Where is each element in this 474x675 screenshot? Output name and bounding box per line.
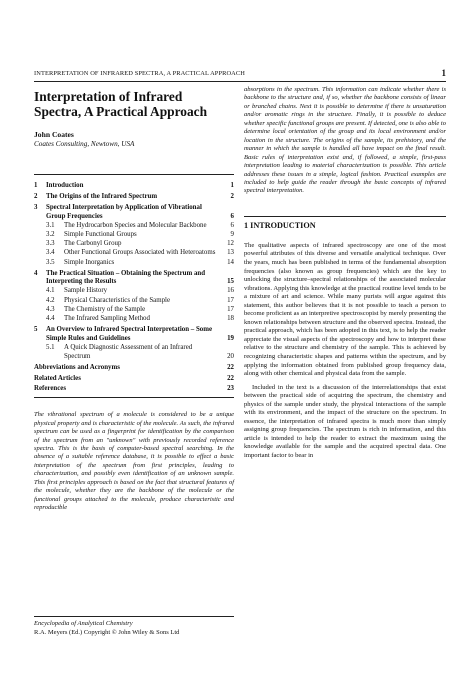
abstract-text-part-1: The vibrational spectrum of a molecule is considered to be a unique physical property and is characteristic of the molecule. As such, the infrared spectrum can be used as a fingerprint for identification by the comparison of the spectrum from an "unknown" with previously recorded reference spectra. This is the basis of computer-based spectral searching. In the absence of a suitable reference database, it is possible to effect a basic interpretation of the spectrum from first principles, leading to characterization, and possibly even identification of an unknown sample. This first principles approach is based on the fact that structural features of the molecule, whether they are the backbone of the molecule or the functional groups attached to the molecule, produce characteristic and reproducible bbox=[34, 411, 234, 512]
toc-entry[interactable] bbox=[34, 364, 234, 373]
toc-entry[interactable] bbox=[34, 375, 234, 384]
toc-entry-label: Spectral Interpretation by Application of Vibrational Group Frequencies bbox=[46, 203, 202, 220]
toc-entry-number: 4 bbox=[34, 269, 38, 277]
toc-entry-page: 18 bbox=[227, 315, 234, 323]
toc-entry[interactable] bbox=[34, 222, 234, 231]
toc-entry[interactable] bbox=[34, 287, 234, 296]
article-title-line-2: Spectra, A Practical Approach bbox=[34, 104, 208, 119]
toc-entry[interactable] bbox=[34, 385, 234, 394]
toc-entry-page: 17 bbox=[227, 305, 234, 313]
toc-entry-label: Sample History bbox=[64, 287, 108, 295]
author-name: John Coates bbox=[34, 130, 74, 139]
toc-entry[interactable] bbox=[34, 270, 234, 288]
toc-entry-label: The Chemistry of the Sample bbox=[64, 305, 146, 313]
toc-entry-page: 20 bbox=[227, 352, 234, 360]
toc-entry-label: Related Articles bbox=[34, 374, 81, 382]
toc-entry-number: 3.4 bbox=[46, 249, 55, 257]
toc-entry-page: 17 bbox=[227, 296, 234, 304]
toc-entry[interactable] bbox=[34, 315, 234, 324]
toc-entry-number: 4.3 bbox=[46, 305, 55, 313]
toc-entry-number: 3.2 bbox=[46, 231, 55, 239]
toc-entry-number: 4.2 bbox=[46, 296, 55, 304]
toc-entry-number: 4.4 bbox=[46, 315, 55, 323]
toc-entry-page: 2 bbox=[230, 192, 234, 200]
section-heading-introduction: 1 INTRODUCTION bbox=[244, 216, 446, 230]
toc-entry[interactable] bbox=[34, 259, 234, 268]
toc-entry-label: The Hydrocarbon Species and Molecular Backbone bbox=[64, 221, 207, 229]
toc-entry-page: 12 bbox=[227, 240, 234, 248]
toc-entry-label: Other Functional Groups Associated with Heteroatoms bbox=[64, 249, 216, 257]
journal-name: Encyclopedia of Analytical Chemistry bbox=[34, 620, 133, 627]
toc-entry-number: 2 bbox=[34, 192, 38, 200]
running-head bbox=[34, 70, 446, 82]
abstract-text-part-2: absorptions in the spectrum. This information can indicate whether there is backbone to the structure and, if so, whether the backbone consists of linear or branched chains. Next it is possible to determine if there is unsaturation and/or aromatic rings in the structure. Finally, it is possible to deduce whether specific functional groups are present. If detected, one is also able to determine local orientation of the group and its local environment and/or location in the structure. The origins of the sample, its prehistory, and the manner in which the sample is handled all have impact on the final result. Basic rules of interpretation exist and, if followed, a simple, first-pass interpretation leading to material characterization is possible. This article addresses these issues in a simple, logical fashion. Practical examples are included to help guide the reader through the basic concepts of infrared spectral interpretation. bbox=[244, 86, 446, 195]
page-number: 1 bbox=[441, 68, 446, 78]
toc-entry-number: 5.1 bbox=[46, 343, 55, 351]
article-title bbox=[34, 89, 234, 119]
toc-entry-label: The Carbonyl Group bbox=[64, 240, 122, 248]
toc-entry[interactable] bbox=[34, 297, 234, 306]
toc-entry-label: The Practical Situation – Obtaining the Spectrum and Interpreting the Results bbox=[46, 269, 206, 286]
left-column bbox=[34, 88, 234, 513]
toc-entry-label: The Infrared Sampling Method bbox=[64, 315, 150, 323]
article-title-line-1: Interpretation of Infrared bbox=[34, 89, 183, 104]
toc-entry[interactable] bbox=[34, 204, 234, 222]
toc-entry[interactable] bbox=[34, 306, 234, 315]
toc-entry-label: Abbreviations and Acronyms bbox=[34, 363, 120, 371]
toc-entry-page: 6 bbox=[230, 212, 234, 220]
toc-entry[interactable] bbox=[34, 231, 234, 240]
toc-entry-label: The Origins of the Infrared Spectrum bbox=[46, 192, 158, 200]
toc-entry-number: 1 bbox=[34, 182, 38, 190]
toc-entry-label: Simple Inorganics bbox=[64, 258, 115, 266]
toc-entry-page: 23 bbox=[227, 385, 234, 393]
toc-entry[interactable] bbox=[34, 344, 234, 362]
toc-entry-page: 9 bbox=[230, 231, 234, 239]
toc-entry[interactable] bbox=[34, 326, 234, 344]
toc-entry[interactable] bbox=[34, 249, 234, 258]
toc-entry-page: 19 bbox=[227, 334, 234, 342]
body-paragraph-2: Included in the text is a discussion of the interrelationships that exist between the practical side of acquiring the spectrum, the chemistry and physics of the sample under study, the physical interactions of the sample with its environment, and the impact of the structure on the spectrum. In essence, the interpretation of infrared spectra is much more than simply assigning group frequencies. The spectrum is rich in information, and this article is intended to help the reader to extract the maximum using the knowledge available for the sample and the acquired spectral data. One important factor to bear in bbox=[244, 383, 446, 460]
toc-entry-page: 6 bbox=[230, 221, 234, 229]
toc-entry-number: 3 bbox=[34, 203, 38, 211]
running-head-title: INTERPRETATION OF INFRARED SPECTRA, A PRACTICAL APPROACH bbox=[34, 70, 245, 77]
footnote bbox=[34, 616, 234, 637]
toc-entry-page: 22 bbox=[227, 374, 234, 382]
toc-entry[interactable] bbox=[34, 193, 234, 202]
toc-entry-number: 4.1 bbox=[46, 287, 55, 295]
toc-entry-page: 14 bbox=[227, 258, 234, 266]
copyright-line: R.A. Meyers (Ed.) Copyright © John Wiley & Sons Ltd bbox=[34, 628, 180, 636]
toc-entry-number: 3.1 bbox=[46, 221, 55, 229]
toc-entry[interactable] bbox=[34, 182, 234, 191]
toc-entry-label: References bbox=[34, 385, 67, 393]
toc-entry-label: An Overview to Infrared Spectral Interpretation – Some Simple Rules and Guidelines bbox=[46, 325, 213, 342]
toc-entry-page: 13 bbox=[227, 249, 234, 257]
toc-entry-label: A Quick Diagnostic Assessment of an Infrared Spectrum bbox=[64, 343, 193, 360]
toc-entry-label: Simple Functional Groups bbox=[64, 231, 137, 239]
toc-entry-label: Introduction bbox=[46, 182, 84, 190]
toc-entry-page: 1 bbox=[230, 182, 234, 190]
toc-entry-page: 16 bbox=[227, 287, 234, 295]
toc-entry-number: 3.5 bbox=[46, 258, 55, 266]
toc-entry[interactable] bbox=[34, 240, 234, 249]
right-column bbox=[244, 86, 446, 461]
toc-entry-number: 3.3 bbox=[46, 240, 55, 248]
toc-entry-number: 5 bbox=[34, 325, 38, 333]
table-of-contents bbox=[34, 174, 234, 398]
body-paragraph-1: The qualitative aspects of infrared spectroscopy are one of the most powerful attributes of this diverse and versatile analytical technique. Over the years, much has been published in terms of the fundamental absorption frequencies (also known as group frequencies) which are the key to unlocking the structure–spectral relationships of the associated molecular vibrations. Applying this knowledge at the practical routine level tends to be a mixture of art and science. While many purists will argue against this statement, this author believes that it is not possible to teach a person to become proficient as an interpretive spectroscopist by merely presenting the known relationships between structure and the observed spectra. Instead, the practical approach, which has been adopted in this text, is to help the reader appreciate the visual aspects of the spectroscopy and how to interpret these relative to the structure and chemistry of the sample. This is achieved by recognizing characteristic shapes and patterns within the spectrum, and by applying the information obtained from published group frequency data, along with other chemical and physical data from the sample. bbox=[244, 241, 446, 378]
author-affiliation: Coates Consulting, Newtown, USA bbox=[34, 140, 135, 148]
toc-entry-page: 22 bbox=[227, 363, 234, 371]
toc-entry-label: Physical Characteristics of the Sample bbox=[64, 296, 171, 304]
toc-entry-page: 15 bbox=[227, 278, 234, 286]
